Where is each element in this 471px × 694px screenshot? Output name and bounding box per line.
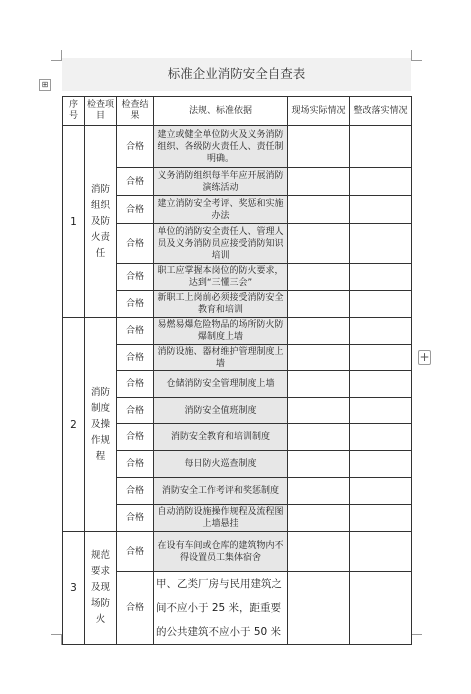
fix-cell[interactable] [350, 264, 412, 291]
actual-cell[interactable] [288, 345, 350, 371]
actual-cell[interactable] [288, 168, 350, 196]
result-cell[interactable]: 合格 [117, 318, 154, 345]
basis-cell[interactable]: 义务消防组织每半年应开展消防演练活动 [154, 168, 288, 196]
actual-cell[interactable] [288, 398, 350, 424]
basis-cell[interactable]: 单位的消防安全责任人、管理人员及义务消防员应接受消防知识培训 [154, 224, 288, 264]
crop-mark-bottom-left [51, 634, 62, 645]
basis-cell[interactable]: 新职工上岗前必须接受消防安全教育和培训 [154, 291, 288, 318]
fix-cell[interactable] [350, 424, 412, 451]
result-cell[interactable]: 合格 [117, 505, 154, 532]
basis-cell[interactable]: 建立或健全单位防火及义务消防组织、各级防火责任人、责任制明确。 [154, 126, 288, 168]
actual-cell[interactable] [288, 318, 350, 345]
table-move-handle-icon[interactable]: ⊞ [39, 79, 51, 91]
header-no: 序号 [63, 97, 85, 126]
basis-cell[interactable]: 消防安全工作考评和奖惩制度 [154, 478, 288, 505]
result-cell[interactable]: 合格 [117, 264, 154, 291]
section-item: 消防组织及防火责任 [85, 126, 117, 318]
section-item: 规范要求及现场防火 [85, 532, 117, 645]
fix-cell[interactable] [350, 224, 412, 264]
fix-cell[interactable] [350, 196, 412, 224]
actual-cell[interactable] [288, 572, 350, 645]
fix-cell[interactable] [350, 291, 412, 318]
actual-cell[interactable] [288, 196, 350, 224]
result-cell[interactable]: 合格 [117, 572, 154, 645]
basis-cell[interactable]: 职工应掌握本岗位的防火要求，达到“三懂三会” [154, 264, 288, 291]
fix-cell[interactable] [350, 345, 412, 371]
result-cell[interactable]: 合格 [117, 478, 154, 505]
result-cell[interactable]: 合格 [117, 451, 154, 478]
basis-cell[interactable]: 消防设施、器材维护管理制度上墙 [154, 345, 288, 371]
document-title: 标准企业消防安全自查表 [167, 66, 306, 81]
header-fix: 整改落实情况 [350, 97, 412, 126]
fix-cell[interactable] [350, 126, 412, 168]
basis-cell[interactable]: 自动消防设施操作规程及流程图上墙悬挂 [154, 505, 288, 532]
result-cell[interactable]: 合格 [117, 196, 154, 224]
actual-cell[interactable] [288, 532, 350, 572]
actual-cell[interactable] [288, 424, 350, 451]
fix-cell[interactable] [350, 478, 412, 505]
result-cell[interactable]: 合格 [117, 532, 154, 572]
result-cell[interactable]: 合格 [117, 126, 154, 168]
table-row [63, 318, 412, 345]
fix-cell[interactable] [350, 451, 412, 478]
section-number: 3 [63, 532, 85, 645]
actual-cell[interactable] [288, 264, 350, 291]
result-cell[interactable]: 合格 [117, 424, 154, 451]
basis-cell[interactable]: 在设有车间或仓库的建筑物内不得设置员工集体宿舍 [154, 532, 288, 572]
basis-cell[interactable]: 甲、乙类厂房与民用建筑之间不应小于 25 米，距重要的公共建筑不应小于 50 米 [154, 572, 288, 645]
fix-cell[interactable] [350, 505, 412, 532]
fix-cell[interactable] [350, 318, 412, 345]
table-row [63, 532, 412, 572]
add-column-plus-icon[interactable]: + [419, 350, 430, 364]
inspection-table [62, 96, 412, 645]
fix-cell[interactable] [350, 371, 412, 398]
header-item: 检查项目 [85, 97, 117, 126]
result-cell[interactable]: 合格 [117, 398, 154, 424]
basis-cell[interactable]: 消防安全教育和培训制度 [154, 424, 288, 451]
header-actual: 现场实际情况 [288, 97, 350, 126]
result-cell[interactable]: 合格 [117, 224, 154, 264]
table-row [63, 126, 412, 168]
actual-cell[interactable] [288, 291, 350, 318]
basis-cell[interactable]: 每日防火巡查制度 [154, 451, 288, 478]
fix-cell[interactable] [350, 572, 412, 645]
actual-cell[interactable] [288, 371, 350, 398]
fix-cell[interactable] [350, 532, 412, 572]
basis-cell[interactable]: 消防安全值班制度 [154, 398, 288, 424]
actual-cell[interactable] [288, 478, 350, 505]
fix-cell[interactable] [350, 398, 412, 424]
crop-mark-top-left [51, 50, 62, 61]
result-cell[interactable]: 合格 [117, 371, 154, 398]
crop-mark-bottom-right [411, 634, 422, 645]
fix-cell[interactable] [350, 168, 412, 196]
result-cell[interactable]: 合格 [117, 345, 154, 371]
actual-cell[interactable] [288, 224, 350, 264]
result-cell[interactable]: 合格 [117, 291, 154, 318]
actual-cell[interactable] [288, 451, 350, 478]
basis-cell[interactable]: 建立消防安全考评、奖惩和实施办法 [154, 196, 288, 224]
table-header-row [63, 97, 412, 126]
section-item: 消防制度及操作规程 [85, 318, 117, 532]
actual-cell[interactable] [288, 505, 350, 532]
section-number: 2 [63, 318, 85, 532]
result-cell[interactable]: 合格 [117, 168, 154, 196]
basis-cell[interactable]: 易燃易爆危险物品的场所防火防爆制度上墙 [154, 318, 288, 345]
actual-cell[interactable] [288, 126, 350, 168]
header-basis: 法规、标准依据 [154, 97, 288, 126]
header-result: 检查结果 [117, 97, 154, 126]
section-number: 1 [63, 126, 85, 318]
basis-cell[interactable]: 仓储消防安全管理制度上墙 [154, 371, 288, 398]
crop-mark-top-right [411, 50, 422, 61]
